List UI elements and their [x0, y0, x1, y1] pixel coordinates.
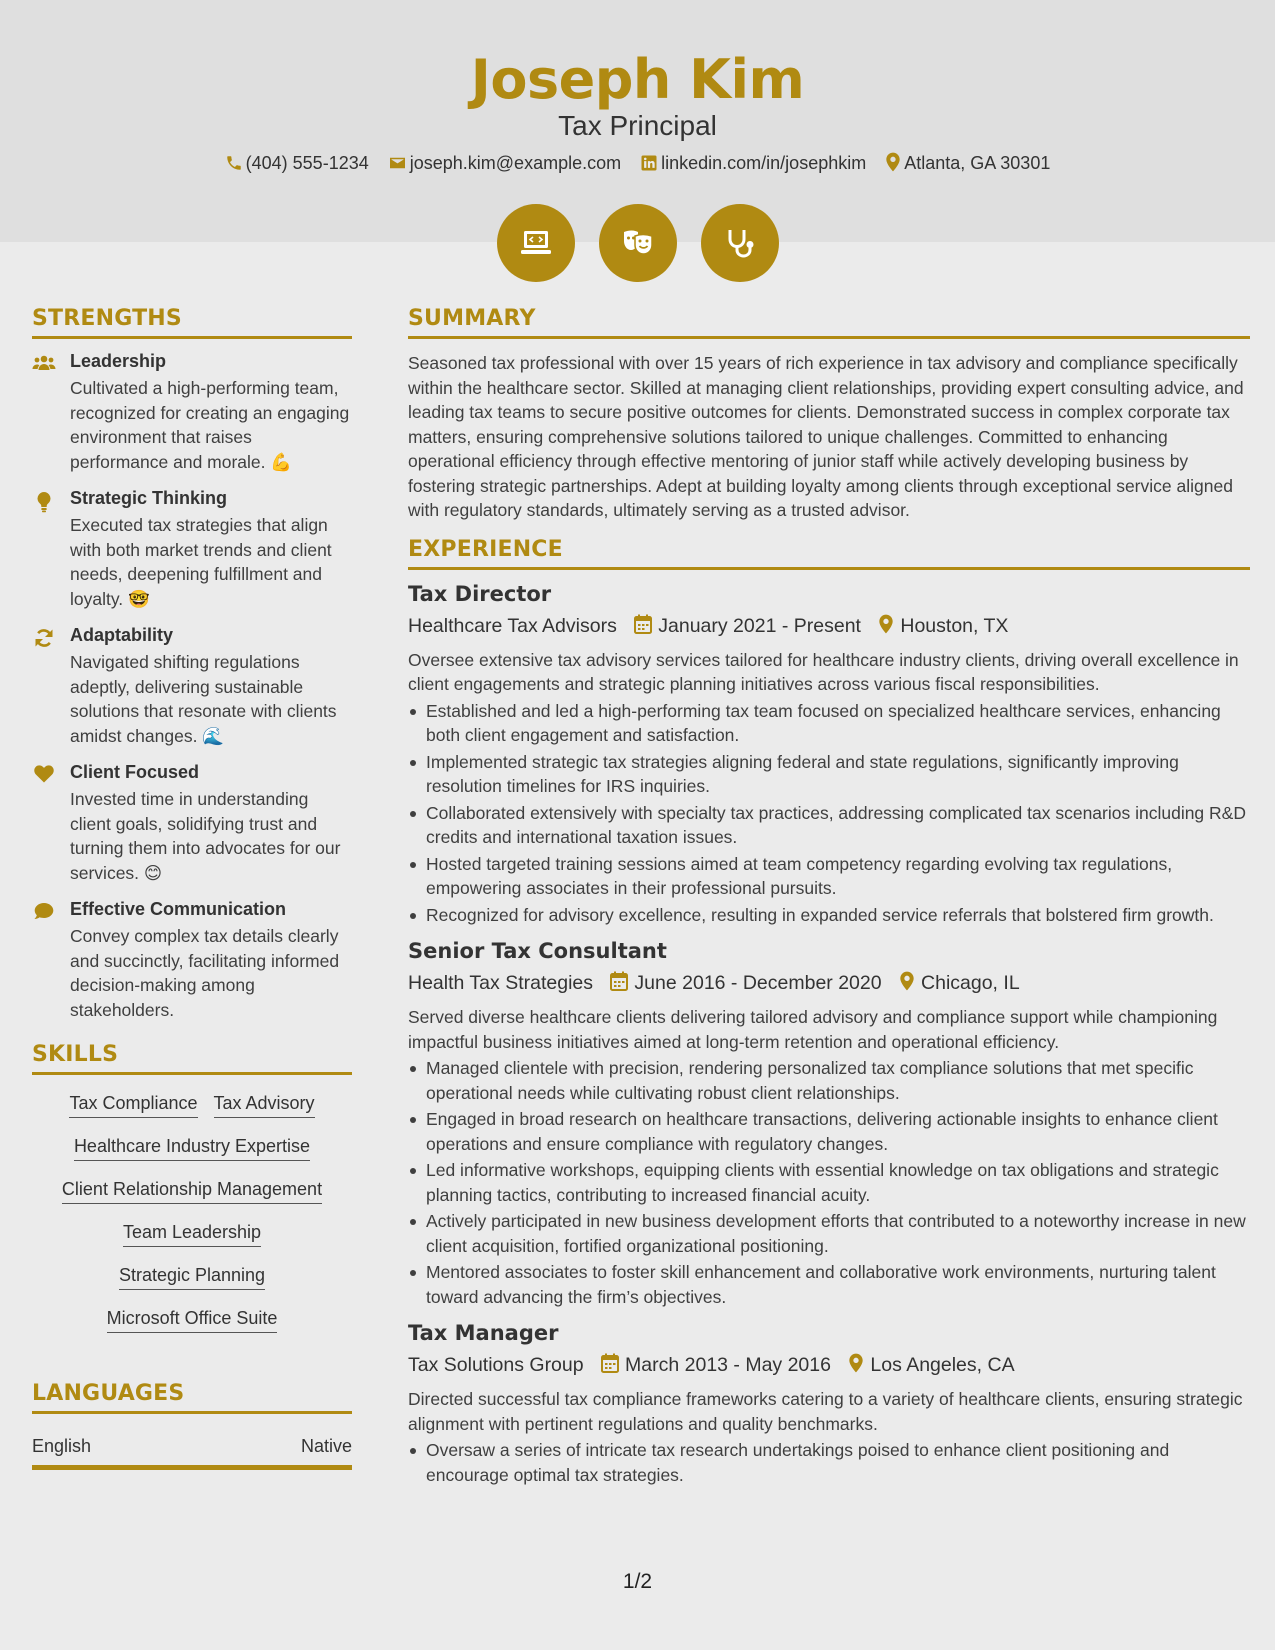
- job-description: Oversee extensive tax advisory services tailored for healthcare industry clients, driving overall excellence in client engagements and strategic planning initiatives across various fiscal responsibilities.: [408, 649, 1239, 694]
- interest-circle-masks: [599, 204, 677, 282]
- users-icon: [32, 354, 56, 377]
- job-bullet: Managed clientele with precision, rendering personalized tax compliance solutions that met specific operational needs while cultivating robust client relationships.: [408, 1056, 1250, 1105]
- strength-desc: Cultivated a high-performing team, recognized for creating an engaging environment that raises performance and morale. 💪: [70, 378, 350, 472]
- envelope-icon: [388, 154, 407, 172]
- strength-desc: Navigated shifting regulations adeptly, delivering sustainable solutions that resonate with clients amidst changes. 🌊: [70, 652, 337, 746]
- skill-tag: Microsoft Office Suite: [107, 1308, 278, 1333]
- job-meta: [408, 971, 1250, 995]
- job-entry: [408, 939, 1250, 1309]
- job-dates: January 2021 - Present: [658, 614, 861, 637]
- calendar-icon: [610, 971, 628, 991]
- right-column: [408, 306, 1250, 1499]
- contact-bar: [0, 152, 1275, 174]
- strength-item: [32, 762, 352, 885]
- strength-item: [32, 899, 352, 1022]
- strength-desc: Convey complex tax details clearly and succinctly, facilitating informed decision-making among stakeholders.: [70, 926, 340, 1020]
- phone-icon: [225, 154, 243, 172]
- language-level: Native: [300, 1436, 352, 1456]
- email-text: joseph.kim@example.com: [409, 152, 622, 173]
- contact-phone[interactable]: [225, 153, 369, 174]
- heart-icon: [32, 765, 56, 788]
- laptop-code-icon: [518, 225, 554, 261]
- skill-tag: Healthcare Industry Expertise: [74, 1136, 310, 1161]
- theater-masks-icon: [620, 225, 656, 261]
- stethoscope-icon: [722, 225, 758, 261]
- strength-item: [32, 488, 352, 611]
- skill-tag: Tax Advisory: [214, 1093, 315, 1118]
- languages-heading: LANGUAGES: [32, 1381, 352, 1414]
- strength-title: Strategic Thinking: [70, 488, 228, 508]
- job-bullet: Established and led a high-performing tax team focused on specialized healthcare services, enhancing both client engagement and satisfaction.: [408, 699, 1250, 748]
- job-bullet: Collaborated extensively with specialty tax practices, addressing complicated tax scenarios including R&D credits and international taxation issues.: [408, 801, 1250, 850]
- map-marker-icon: [885, 152, 901, 172]
- strengths-heading: STRENGTHS: [32, 306, 352, 339]
- job-bullet: Mentored associates to foster skill enhancement and collaborative work environments, nurturing talent toward advancing the firm’s objectives.: [408, 1260, 1250, 1309]
- language-name: English: [32, 1436, 92, 1456]
- summary-heading: SUMMARY: [408, 306, 1250, 339]
- calendar-icon: [601, 1353, 619, 1373]
- map-marker-icon: [878, 614, 894, 634]
- job-bullet: Led informative workshops, equipping clients with essential knowledge on tax obligations and strategic planning tactics, contributing to increased financial acuity.: [408, 1158, 1250, 1207]
- lightbulb-icon: [32, 491, 56, 518]
- job-bullet: Recognized for advisory excellence, resulting in expanded service referrals that bolstered firm growth.: [408, 903, 1250, 928]
- strength-item: [32, 351, 352, 474]
- job-location: Los Angeles, CA: [870, 1354, 1015, 1376]
- candidate-name: Joseph Kim: [470, 48, 805, 111]
- job-dates: June 2016 - December 2020: [634, 972, 882, 994]
- candidate-title: Tax Principal: [558, 110, 717, 141]
- job-bullets: [408, 1438, 1250, 1487]
- experience-heading: EXPERIENCE: [408, 537, 1250, 570]
- contact-email[interactable]: [388, 153, 621, 174]
- strength-desc: Invested time in understanding client goals, solidifying trust and turning them into advocates for our services. 😊: [70, 789, 341, 883]
- job-dates: March 2013 - May 2016: [625, 1354, 831, 1376]
- contact-linkedin[interactable]: [640, 153, 866, 174]
- skills-heading: SKILLS: [32, 1042, 352, 1075]
- job-bullets: [408, 699, 1250, 928]
- map-marker-icon: [848, 1353, 864, 1373]
- job-title: Tax Manager: [408, 1321, 559, 1345]
- skill-tag: Tax Compliance: [69, 1093, 197, 1118]
- linkedin-icon: [640, 154, 658, 172]
- job-location: Houston, TX: [900, 614, 1009, 637]
- job-title: Senior Tax Consultant: [408, 939, 667, 963]
- comment-icon: [32, 902, 56, 925]
- linkedin-text: linkedin.com/in/josephkim: [661, 152, 867, 173]
- sync-icon: [32, 628, 56, 653]
- job-meta: [408, 614, 1250, 638]
- job-bullet: Implemented strategic tax strategies aligning federal and state regulations, significantly improving resolution timelines for IRS inquiries.: [408, 750, 1250, 799]
- strength-title: Adaptability: [70, 625, 174, 645]
- interest-icons: [0, 204, 1275, 282]
- job-description: Directed successful tax compliance frameworks catering to a variety of healthcare clients, ensuring strategic alignment with pertinent regulations and quality benchmarks.: [408, 1389, 1243, 1434]
- job-company: Healthcare Tax Advisors: [408, 614, 617, 637]
- job-title: Tax Director: [408, 581, 552, 606]
- skills-list: [32, 1087, 352, 1345]
- language-row: [32, 1436, 352, 1470]
- job-description: Served diverse healthcare clients delivering tailored advisory and compliance support while championing impactful business initiatives aimed at long-term retention and operational efficiency.: [408, 1007, 1218, 1052]
- job-entry: [408, 582, 1250, 928]
- phone-text: (404) 555-1234: [245, 152, 369, 173]
- interest-circle-stethoscope: [701, 204, 779, 282]
- contact-location: [885, 152, 1050, 174]
- strength-title: Client Focused: [70, 762, 200, 782]
- job-bullets: [408, 1056, 1250, 1309]
- job-company: Health Tax Strategies: [408, 972, 593, 994]
- interest-circle-laptop: [497, 204, 575, 282]
- job-bullet: Engaged in broad research on healthcare transactions, delivering actionable insights to enhance client operations and ensure compliance with regulatory changes.: [408, 1107, 1250, 1156]
- location-text: Atlanta, GA 30301: [904, 153, 1051, 174]
- map-marker-icon: [899, 971, 915, 991]
- skill-tag: Client Relationship Management: [62, 1179, 322, 1204]
- job-entry: [408, 1321, 1250, 1487]
- strength-item: [32, 625, 352, 748]
- calendar-icon: [634, 614, 652, 634]
- job-bullet: Actively participated in new business development efforts that contributed to a noteworthy increase in new client acquisition, fortified organizational positioning.: [408, 1209, 1250, 1258]
- job-meta: [408, 1353, 1250, 1377]
- left-column: [32, 306, 352, 1470]
- summary-text: Seasoned tax professional with over 15 years of rich experience in tax advisory and compliance specifically within the healthcare sector. Skilled at managing client relationships, providing expert consulting advice, and leading tax teams to secure positive outcomes for clients. Demonstrated success in complex corporate tax matters, ensuring comprehensive solutions tailored to unique challenges. Committed to enhancing operational efficiency through effective mentoring of junior staff while actively developing business by fostering strategic partnerships. Adept at building loyalty among clients through exceptional service aligned with regulatory standards, ultimately serving as a trusted advisor.: [408, 353, 1244, 520]
- strength-desc: Executed tax strategies that align with both market trends and client needs, deepening fulfillment and loyalty. 🤓: [70, 515, 332, 609]
- job-location: Chicago, IL: [921, 972, 1020, 994]
- job-company: Tax Solutions Group: [408, 1354, 584, 1376]
- strength-title: Leadership: [70, 351, 167, 371]
- job-bullet: Oversaw a series of intricate tax research undertakings poised to enhance client positioning and encourage optimal tax strategies.: [408, 1438, 1250, 1487]
- skill-tag: Team Leadership: [123, 1222, 261, 1247]
- job-bullet: Hosted targeted training sessions aimed at team competency regarding evolving tax regulations, empowering associates in their professional pursuits.: [408, 852, 1250, 901]
- page-indicator: 1/2: [622, 1570, 653, 1593]
- skill-tag: Strategic Planning: [119, 1265, 265, 1290]
- strength-title: Effective Communication: [70, 899, 287, 919]
